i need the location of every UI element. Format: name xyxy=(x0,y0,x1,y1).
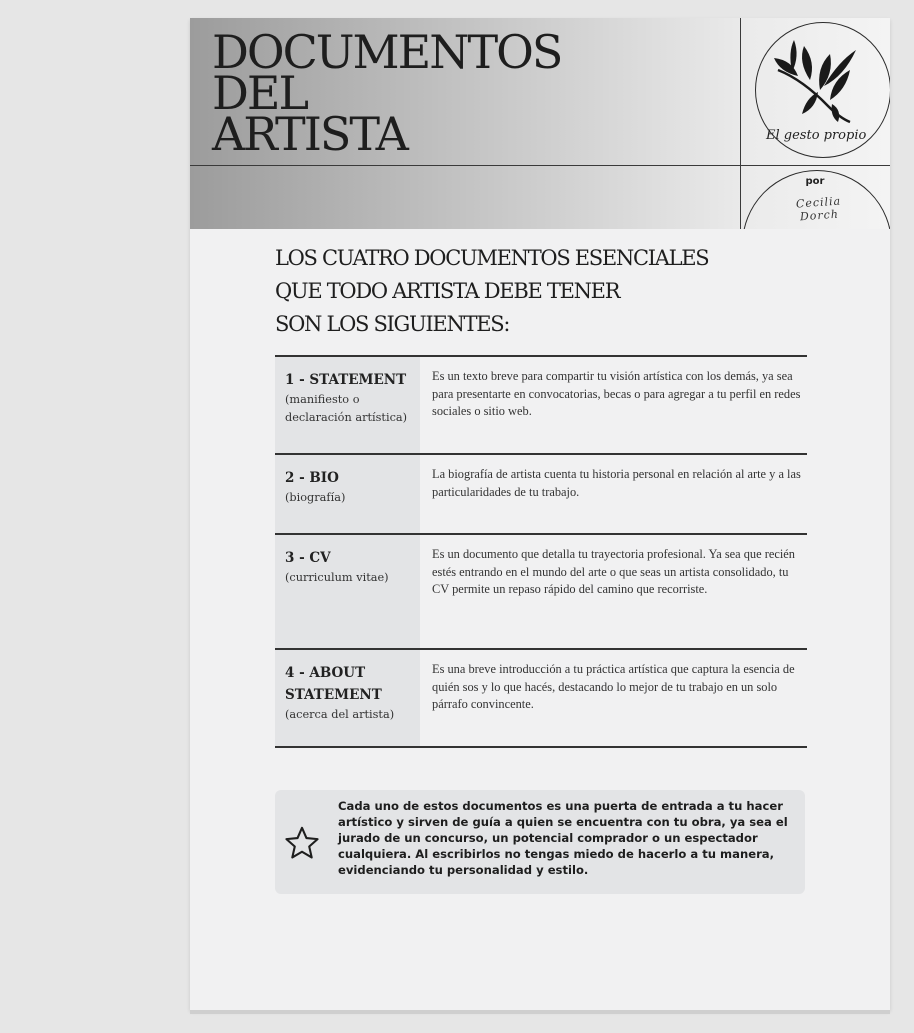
document-name: 4 - ABOUT xyxy=(285,665,366,681)
document-description: Es un texto breve para compartir tu visión artística con los demás, ya sea para presentarte en convocatorias, becas o para agregar a tu perfil en redes sociales o sitio web. xyxy=(432,369,801,418)
document-name: 1 - STATEMENT xyxy=(285,372,407,388)
document-page xyxy=(190,18,890,1010)
document-subtitle: (manifiesto o xyxy=(285,393,360,406)
intro-line: LOS CUATRO DOCUMENTOS ESENCIALES xyxy=(275,246,709,270)
table-row xyxy=(275,648,807,748)
table-row xyxy=(275,453,807,533)
document-label-cell xyxy=(275,535,420,648)
tip-text: Cada uno de estos documentos es una puerta de entrada a tu hacer artístico y sirven de guía a quien se encuentra con tu obra, ya sea el jurado de un concurso, un potencial comprador o un espectador cualquiera. Al escribirlos no tengas miedo de hacerlo a tu manera, evidenciando tu personalidad y estilo. xyxy=(338,799,788,877)
document-description: Es un documento que detalla tu trayectoria profesional. Ya sea que recién estés entrando en el mundo del arte o que seas un artista consolidado, tu CV permite un repaso rápido del camino que recorriste. xyxy=(432,547,795,596)
header-divider-horizontal xyxy=(190,165,890,166)
title-line: ARTISTA xyxy=(212,107,407,161)
table-row xyxy=(275,533,807,648)
document-name: 3 - CV xyxy=(285,550,331,566)
author-signature: Cecilia Dorch xyxy=(795,194,842,224)
document-subtitle: (acerca del artista) xyxy=(285,708,395,721)
document-name: STATEMENT xyxy=(285,687,382,703)
intro-line: QUE TODO ARTISTA DEBE TENER xyxy=(275,279,620,303)
documents-table xyxy=(275,355,807,748)
document-name: 2 - BIO xyxy=(285,470,339,486)
document-subtitle: (curriculum vitae) xyxy=(285,571,389,584)
document-label-cell xyxy=(275,650,420,746)
document-subtitle: (biografía) xyxy=(285,491,346,504)
title-line: DOCUMENTOS xyxy=(212,25,562,79)
document-description: La biografía de artista cuenta tu historia personal en relación al arte y a las particularidades de tu trabajo. xyxy=(432,467,801,499)
document-subtitle: declaración artística) xyxy=(285,411,408,424)
page-edge xyxy=(190,1010,890,1014)
table-row xyxy=(275,355,807,453)
intro-line: SON LOS SIGUIENTES: xyxy=(275,312,510,336)
document-label-cell xyxy=(275,357,420,453)
star-icon xyxy=(283,824,321,862)
logo-tagline: El gesto propio xyxy=(766,128,867,143)
title-line: DEL xyxy=(212,66,308,120)
by-label: por xyxy=(805,176,825,187)
document-label-cell xyxy=(275,455,420,533)
page-title xyxy=(212,25,562,161)
document-description: Es una breve introducción a tu práctica artística que captura la esencia de quién sos y lo que hacés, destacando lo mejor de tu trabajo en un solo párrafo convincente. xyxy=(432,662,795,711)
header-divider-vertical xyxy=(740,18,741,229)
tip-callout xyxy=(275,790,805,894)
intro-heading xyxy=(275,242,708,341)
leaf-logo-icon xyxy=(758,32,868,124)
page-header xyxy=(190,18,890,229)
